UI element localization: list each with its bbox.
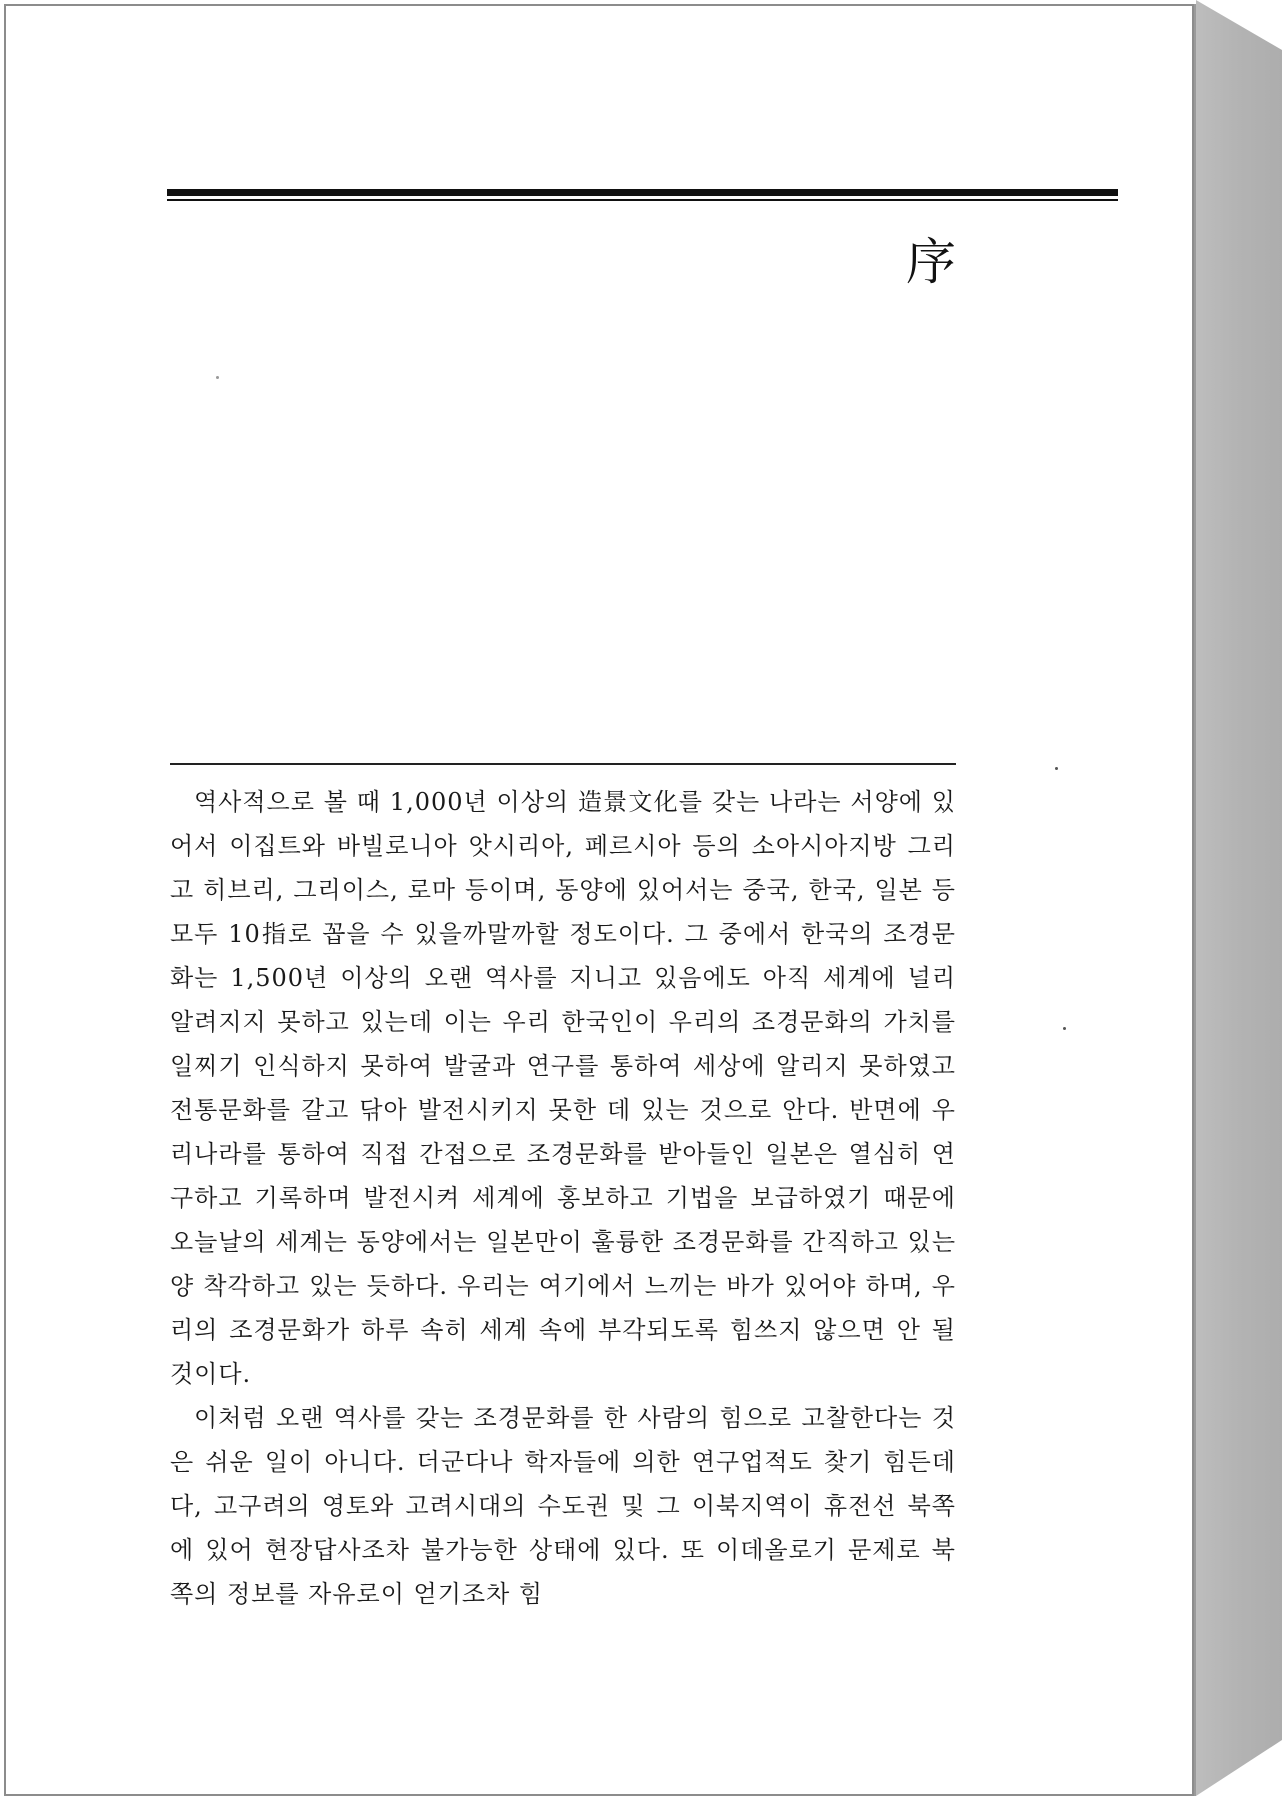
dust-speck	[1063, 1027, 1066, 1030]
chapter-rule-thick	[167, 189, 1118, 196]
chapter-title: 序	[906, 233, 956, 291]
page-stack-edge	[1196, 0, 1282, 1806]
dust-speck	[216, 376, 219, 379]
paragraph-1: 역사적으로 볼 때 1,000년 이상의 造景文化를 갖는 나라는 서양에 있어서 이집트와 바빌로니아 앗시리아, 페르시아 등의 소아시아지방 그리고 히브리, 그리이스, 로마 등이며, 동양에 있어서는 중국, 한국, 일본 등 모두 10指로 꼽을 수 있을까말까할 정도이다. 그 중에서 한국의 조경문화는 1,500년 이상의 오랜 역사를 지니고 있음에도 아직 세계에 널리 알려지지 못하고 있는데 이는 우리 한국인이 우리의 조경문화의 가치를 일찌기 인식하지 못하여 발굴과 연구를 통하여 세상에 알리지 못하였고 전통문화를 갈고 닦아 발전시키지 못한 데 있는 것으로 안다. 반면에 우리나라를 통하여 직접 간접으로 조경문화를 받아들인 일본은 열심히 연구하고 기록하며 발전시켜 세계에 홍보하고 기법을 보급하였기 때문에 오늘날의 세계는 동양에서는 일본만이 훌륭한 조경문화를 간직하고 있는 양 착각하고 있는 듯하다. 우리는 여기에서 느끼는 바가 있어야 하며, 우리의 조경문화가 하루 속히 세계 속에 부각되도록 힘쓰지 않으면 안 될 것이다.	[170, 788, 956, 1388]
dust-speck	[1055, 767, 1058, 770]
body-text	[170, 780, 956, 1616]
paragraph-2: 이처럼 오랜 역사를 갖는 조경문화를 한 사람의 힘으로 고찰한다는 것은 쉬운 일이 아니다. 더군다나 학자들에 의한 연구업적도 찾기 힘든데다, 고구려의 영토와 고려시대의 수도권 및 그 이북지역이 휴전선 북쪽에 있어 현장답사조차 불가능한 상태에 있다. 또 이데올로기 문제로 북쪽의 정보를 자유로이 얻기조차 힘	[170, 1404, 956, 1608]
section-divider	[170, 763, 956, 765]
chapter-rule-thin	[167, 199, 1118, 201]
